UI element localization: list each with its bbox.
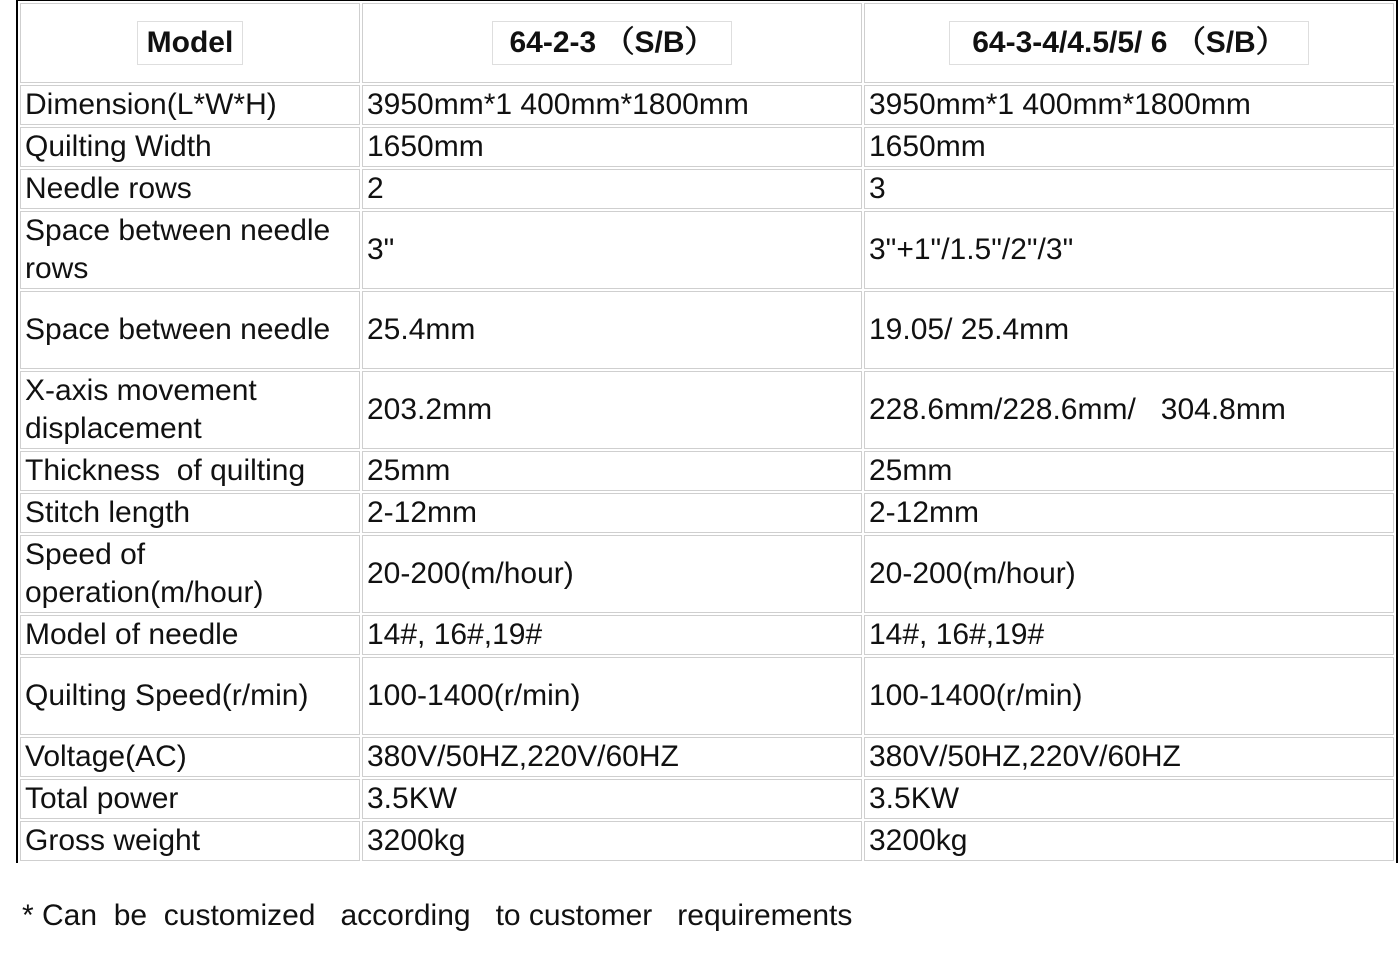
header-cell-64-2-3 [362,3,862,83]
row-label: Gross weight [20,821,360,861]
spec-sheet [16,0,1396,863]
cell-value-64-3: 3"+1"/1.5"/2"/3" [864,211,1394,289]
row-label: Model of needle [20,615,360,655]
header-cell-model [20,3,360,83]
row-label: Dimension(L*W*H) [20,85,360,125]
table-row [20,371,1394,449]
row-label: Stitch length [20,493,360,533]
cell-value-64-2-3: 3950mm*1 400mm*1800mm [362,85,862,125]
table-row [20,737,1394,777]
table-row [20,291,1394,369]
row-label: Speed of operation(m/hour) [20,535,360,613]
cell-value-64-2-3: 3" [362,211,862,289]
row-label: X-axis movement displacement [20,371,360,449]
cell-value-64-2-3: 2-12mm [362,493,862,533]
cell-value-64-2-3: 1650mm [362,127,862,167]
cell-value-64-2-3: 203.2mm [362,371,862,449]
row-label: Voltage(AC) [20,737,360,777]
table-row [20,779,1394,819]
spec-table [16,0,1398,863]
table-row [20,821,1394,861]
row-label: Needle rows [20,169,360,209]
header-label-model: Model [137,21,243,65]
cell-value-64-3: 3 [864,169,1394,209]
table-row [20,127,1394,167]
cell-value-64-2-3: 380V/50HZ,220V/60HZ [362,737,862,777]
header-label-64-2-3: 64-2-3 （S/B） [492,21,732,65]
cell-value-64-2-3: 25.4mm [362,291,862,369]
cell-value-64-3: 3.5KW [864,779,1394,819]
cell-value-64-3: 380V/50HZ,220V/60HZ [864,737,1394,777]
cell-value-64-3: 228.6mm/228.6mm/ 304.8mm [864,371,1394,449]
header-label-64-3: 64-3-4/4.5/5/ 6 （S/B） [949,21,1309,65]
row-label: Quilting Width [20,127,360,167]
table-row [20,615,1394,655]
row-label: Space between needle [20,291,360,369]
cell-value-64-3: 20-200(m/hour) [864,535,1394,613]
header-row [20,3,1394,83]
customization-note: * Can be customized according to customer requirements [22,899,853,932]
table-row [20,493,1394,533]
table-row [20,657,1394,735]
cell-value-64-3: 14#, 16#,19# [864,615,1394,655]
table-row [20,211,1394,289]
header-cell-64-3 [864,3,1394,83]
cell-value-64-3: 1650mm [864,127,1394,167]
cell-value-64-2-3: 3.5KW [362,779,862,819]
cell-value-64-3: 100-1400(r/min) [864,657,1394,735]
table-row [20,169,1394,209]
table-row [20,85,1394,125]
cell-value-64-3: 3200kg [864,821,1394,861]
cell-value-64-2-3: 2 [362,169,862,209]
cell-value-64-2-3: 20-200(m/hour) [362,535,862,613]
table-row [20,451,1394,491]
cell-value-64-3: 2-12mm [864,493,1394,533]
row-label: Space between needle rows [20,211,360,289]
cell-value-64-3: 3950mm*1 400mm*1800mm [864,85,1394,125]
cell-value-64-2-3: 14#, 16#,19# [362,615,862,655]
row-label: Thickness of quilting [20,451,360,491]
table-row [20,535,1394,613]
cell-value-64-3: 25mm [864,451,1394,491]
cell-value-64-3: 19.05/ 25.4mm [864,291,1394,369]
cell-value-64-2-3: 100-1400(r/min) [362,657,862,735]
cell-value-64-2-3: 25mm [362,451,862,491]
row-label: Total power [20,779,360,819]
cell-value-64-2-3: 3200kg [362,821,862,861]
row-label: Quilting Speed(r/min) [20,657,360,735]
